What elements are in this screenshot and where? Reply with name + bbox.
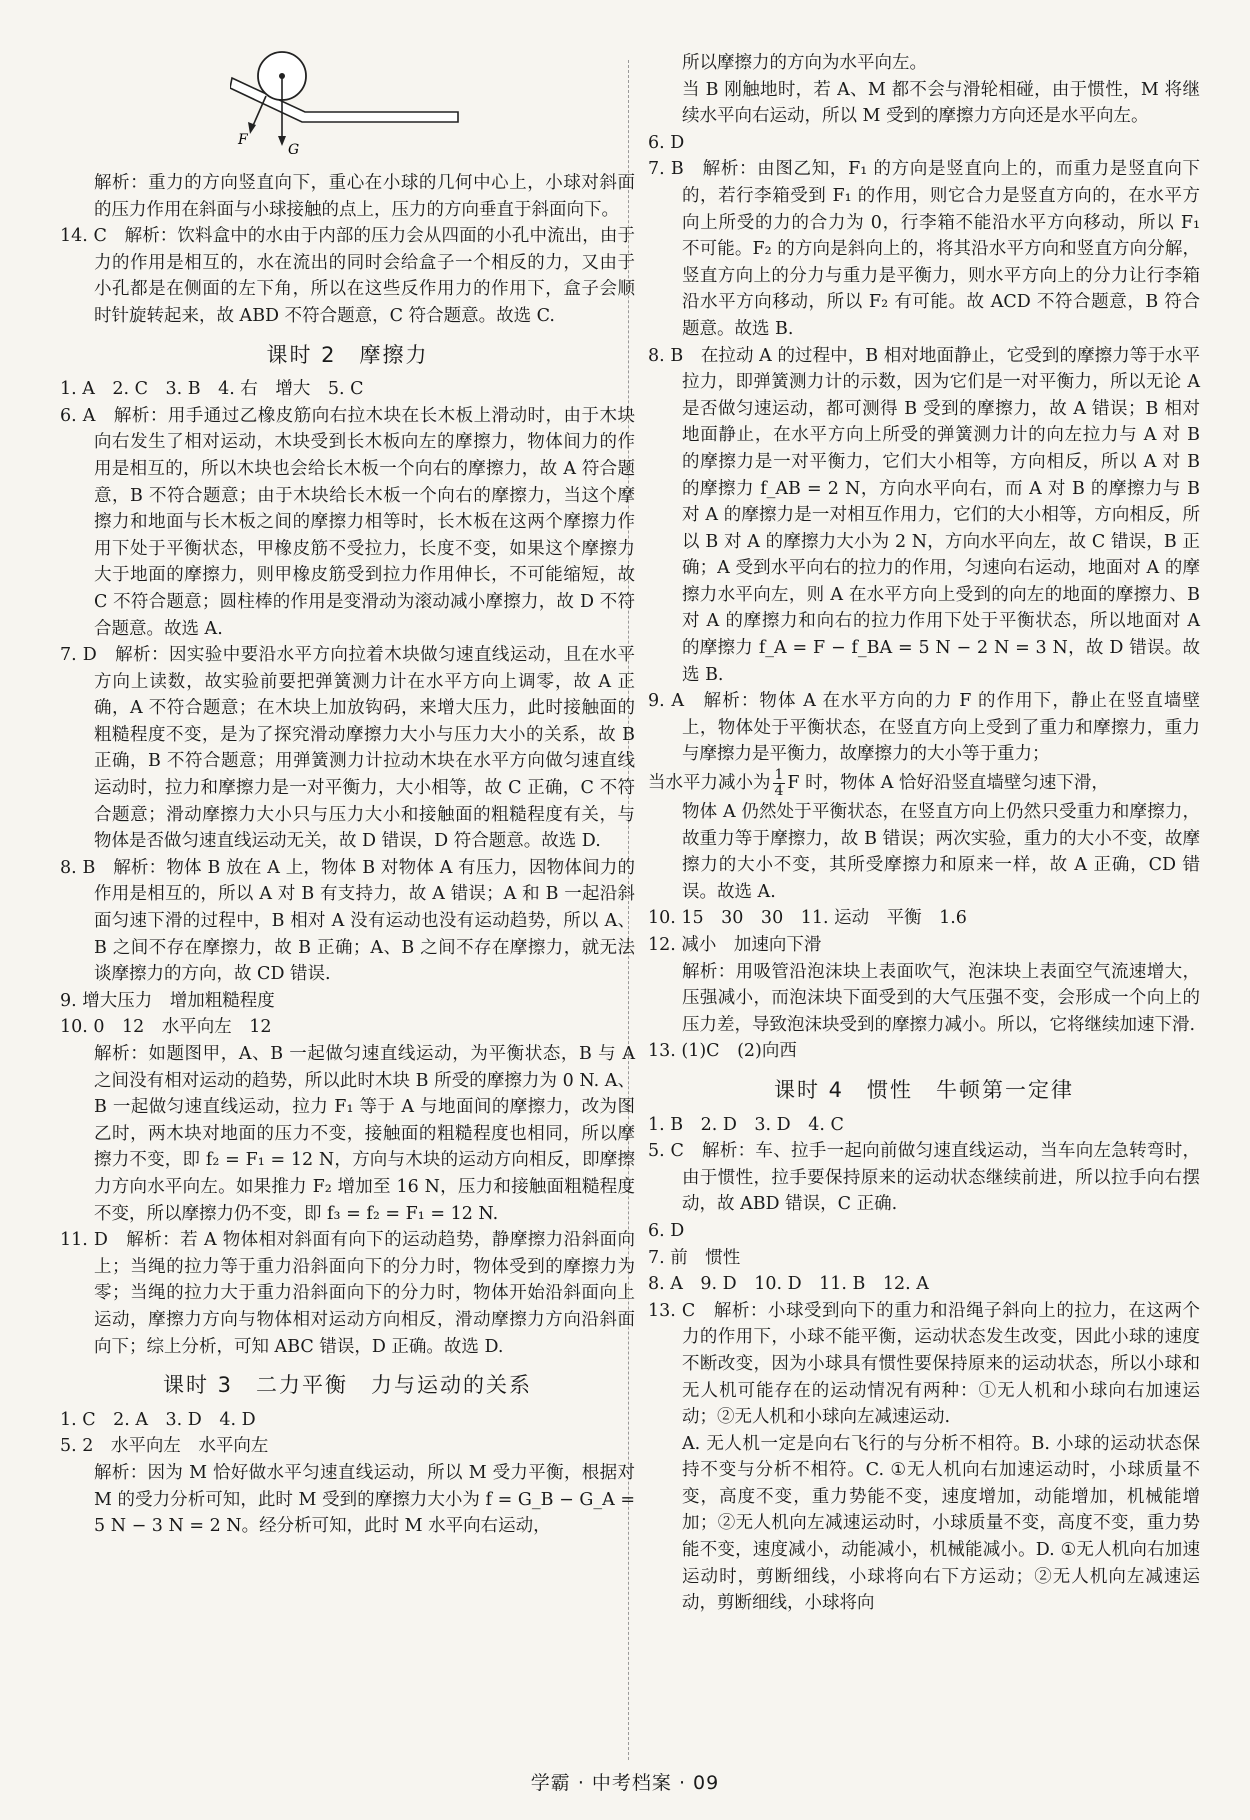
incline-figure [60,50,635,170]
answer-paragraph: 解析：如题图甲，A、B 一起做匀速直线运动，为平衡状态，B 与 A 之间没有相对运动的趋势，所以此时木块 B 所受的摩擦力为 0 N. A、B 一起做匀速直线运动，拉力 F₁ 等于 A 与地面间的摩擦力，改为图乙时，两木块对地面的压力不变，接触面的粗糙程度也相同，所以摩擦力不变，即 f₂ = F₁ = 12 N，方向与木块的运动方向相反，即摩擦力方向水平向左。如果推力 F₂ 增加至 16 N，压力和接触面粗糙程度不变，所以摩擦力仍不变，即 f₃ = f₂ = F₁ = 12 N. [94,1044,635,1224]
answer-paragraph: A. 无人机一定是向右飞行的与分析不相符。B. 小球的运动状态保持不变与分析不相符。C. ①无人机向右加速运动时，小球质量不变，高度不变，重力势能不变，速度增加，动能增加，机械能增加；②无人机向左减速运动时，小球质量不变，高度不变，重力势能不变，速度减小，动能减小，机械能减小。D. ①无人机向右加速运动时，剪断细线，小球将向右下方运动；②无人机向左减速运动，剪断细线，小球将向 [682,1433,1200,1614]
answer-paragraph: 13. (1)C (2)向西 [648,1041,797,1062]
answer-paragraph: 8. B 解析：物体 B 放在 A 上，物体 B 对物体 A 有压力，因物体间力的作用是相互的，所以 A 对 B 有支持力，故 A 错误；A 和 B 一起沿斜面匀速下滑的过程中，B 相对 A 没有运动也没有运动趋势，所以 A、B 之间不存在摩擦力，故 B 正确；A、B 之间不存在摩擦力，就无法谈摩擦力的方向，故 CD 错误. [60,857,635,985]
answer-paragraph: 1. A 2. C 3. B 4. 右 增大 5. C [60,379,364,400]
left-column [60,50,635,1540]
answer-line-with-fraction [648,768,1200,799]
force-label-f: F [238,132,248,148]
page-footer: 学霸 · 中考档案 · 09 [530,1772,720,1794]
answer-paragraph: 7. B 解析：由图乙知，F₁ 的方向是竖直向上的，而重力是竖直向下的，若行李箱受到 F₁ 的作用，则它合力是竖直方向的，在水平方向上所受的力的合力为 0，行李箱不能沿水平方向移动，所以 F₁ 不可能。F₂ 的方向是斜向上的，将其沿水平方向和竖直方向分解，竖直方向上的分力与重力是平衡力，则水平方向上的分力让行李箱沿水平方向移动，所以 F₂ 有可能。故 ACD 不符合题意，B 符合题意。故选 B. [648,159,1200,339]
answer-paragraph: 1. C 2. A 3. D 4. D [60,1409,256,1430]
answer-paragraph: 11. D 解析：若 A 物体相对斜面有向下的运动趋势，静摩擦力沿斜面向上；当绳的拉力等于重力沿斜面向下的分力时，物体受到的摩擦力为零；当绳的拉力大于重力沿斜面向下的分力时，物体开始沿斜面向上运动，摩擦力方向与物体相对运动方向相反，滑动摩擦力方向沿斜面向下；综上分析，可知 ABC 错误，D 正确。故选 D. [60,1230,635,1357]
incline-ball-diagram [230,50,490,160]
answer-paragraph: 5. C 解析：车、拉手一起向前做匀速直线运动，当车向左急转弯时，由于惯性，拉手要保持原来的运动状态继续前进，所以拉手向右摆动，故 ABD 错误，C 正确. [648,1141,1200,1215]
right-column [648,50,1200,1617]
left-answers [60,170,635,1540]
answer-paragraph: 10. 15 30 30 11. 运动 平衡 1.6 [648,908,967,929]
answer-paragraph: 13. C 解析：小球受到向下的重力和沿绳子斜向上的拉力，在这两个力的作用下，小球不能平衡，运动状态发生改变，因此小球的速度不断改变，因为小球具有惯性要保持原来的运动状态，所以小球和无人机可能存在的运动情况有两种：①无人机和小球向右加速运动；②无人机和小球向左减速运动. [648,1300,1200,1428]
section-heading: 课时 4 惯性 牛顿第一定律 [773,1077,1075,1102]
section-heading: 课时 2 摩擦力 [266,342,429,367]
answer-paragraph: 6. A 解析：用手通过乙橡皮筋向右拉木块在长木板上滑动时，由于木块向右发生了相对运动，木块受到长木板向左的摩擦力，物体间力的作用是相互的，所以木块也会给长木板一个向右的摩擦力，故 A 符合题意，B 不符合题意；由于木块给长木板一个向右的摩擦力，当这个摩擦力和地面与长木板之间的摩擦力相等时，长木板在这两个摩擦力作用下处于平衡状态，甲橡皮筋不受拉力，长度不变，如果这个摩擦力大于地面的摩擦力，则甲橡皮筋受到拉力作用伸长，不可能缩短，故 C 不符合题意；圆柱棒的作用是变滑动为滚动减小摩擦力，故 D 不符合题意。故选 A. [60,405,635,639]
answer-paragraph: 所以摩擦力的方向为水平向左。 [682,53,927,73]
answer-paragraph: 12. 减小 加速向下滑 [648,935,822,955]
answer-paragraph: 6. D [648,132,685,153]
answer-paragraph: 10. 0 12 水平向左 12 [60,1017,272,1038]
answer-paragraph: 7. 前 惯性 [648,1247,741,1268]
answer-paragraph: 9. A 解析：物体 A 在水平方向的力 F 的作用下，静止在竖直墙壁上，物体处于平衡状态，在竖直方向上受到了重力和摩擦力，重力与摩擦力是平衡力，故摩擦力的大小等于重力； [648,691,1200,765]
answer-paragraph: 当 B 刚触地时，若 A、M 都不会与滑轮相碰，由于惯性，M 将继续水平向右运动，所以 M 受到的摩擦力方向还是水平向左。 [682,79,1200,127]
answer-paragraph: 8. A 9. D 10. D 11. B 12. A [648,1274,929,1295]
fraction-denominator: 4 [774,783,784,800]
section-heading: 课时 3 二力平衡 力与运动的关系 [162,1373,533,1398]
right-answers [648,50,1200,1617]
fraction [773,768,786,799]
answer-paragraph: 7. D 解析：因实验中要沿水平方向拉着木块做匀速直线运动，且在水平方向上读数，故实验前要把弹簧测力计在水平方向上调零，故 A 正确，A 不符合题意；在木块上加放钩码，来增大压力，此时接触面的粗糙程度不变，是为了探究滑动摩擦力大小与压力大小的关系，故 B 正确，B 不符合题意；用弹簧测力计拉动木块在水平方向做匀速直线运动时，拉力和摩擦力是一对平衡力，大小相等，故 C 正确，C 不符合题意；滑动摩擦力大小只与压力大小和接触面的粗糙程度有关，与物体是否做匀速直线运动无关，故 D 错误，D 符合题意。故选 D. [60,645,635,852]
answer-paragraph: 8. B 在拉动 A 的过程中，B 相对地面静止，它受到的摩擦力等于水平拉力，即弹簧测力计的示数，因为它们是一对平衡力，所以无论 A 是否做匀速运动，都可测得 B 受到的摩擦力，故 A 错误；B 相对地面静止，在水平方向上所受的弹簧测力计的向左拉力与 A 对 B 的摩擦力是一对平衡力，它们大小相等，方向相反，所以 A 对 B 的摩擦力 f_AB = 2 N，方向水平向右，而 A 对 B 的摩擦力与 B 对 A 的摩擦力是一对相互作用力，它们的大小相等，方向相反，所以 B 对 A 的摩擦力大小为 2 N，方向水平向左，故 C 错误，B 正确；A 受到水平向右的拉力的作用，匀速向右运动，地面对 A 的摩擦力水平向左，则 A 在水平方向上受到的向左的地面的摩擦力、B 对 A 的摩擦力和向右的拉力作用下处于平衡状态，所以地面对 A 的摩擦力 f_A = F − f_BA = 5 N − 2 N = 3 N，故 D 错误。故选 B. [648,345,1200,685]
answer-paragraph: 6. D [648,1220,685,1241]
answer-paragraph: 解析：因为 M 恰好做水平匀速直线运动，所以 M 受力平衡，根据对 M 的受力分析可知，此时 M 受到的摩擦力大小为 f = G_B − G_A = 5 N − 3 N = 2 N。经分析可知，此时 M 水平向右运动， [94,1462,635,1537]
fraction-post-text: F 时，物体 A 恰好沿竖直墙壁匀速下滑， [787,773,1109,794]
answer-paragraph: 14. C 解析：饮料盒中的水由于内部的压力会从四面的小孔中流出，由于力的作用是相互的，水在流出的同时会给盒子一个相反的力，又由于小孔都是在侧面的左下角，所以在这些反作用力的作用下，盒子会顺时针旋转起来，故 ABD 不符合题意，C 符合题意。故选 C. [60,226,635,326]
answer-paragraph: 9. 增大压力 增加粗糙程度 [60,990,275,1011]
answer-paragraph: 解析：用吸管沿泡沫块上表面吹气，泡沫块上表面空气流速增大，压强减小，而泡沫块下面受到的大气压强不变，会形成一个向上的压力差，导致泡沫块受到的摩擦力减小。所以，它将继续加速下滑. [682,961,1200,1035]
answer-paragraph: 物体 A 仍然处于平衡状态，在竖直方向上仍然只受重力和摩擦力，故重力等于摩擦力，故 B 错误；两次实验，重力的大小不变，故摩擦力的大小不变，其所受摩擦力和原来一样，故 A 正确，CD 错误。故选 A. [682,802,1200,902]
answer-paragraph: 解析：重力的方向竖直向下，重心在小球的几何中心上，小球对斜面的压力作用在斜面与小球接触的点上，压力的方向垂直于斜面向下。 [94,173,635,220]
force-label-g: G [288,142,300,158]
answer-paragraph: 5. 2 水平向左 水平向左 [60,1436,269,1457]
answer-paragraph: 1. B 2. D 3. D 4. C [648,1114,844,1135]
fraction-numerator: 1 [774,767,784,784]
fraction-pre-text: 当水平力减小为 [648,773,771,794]
